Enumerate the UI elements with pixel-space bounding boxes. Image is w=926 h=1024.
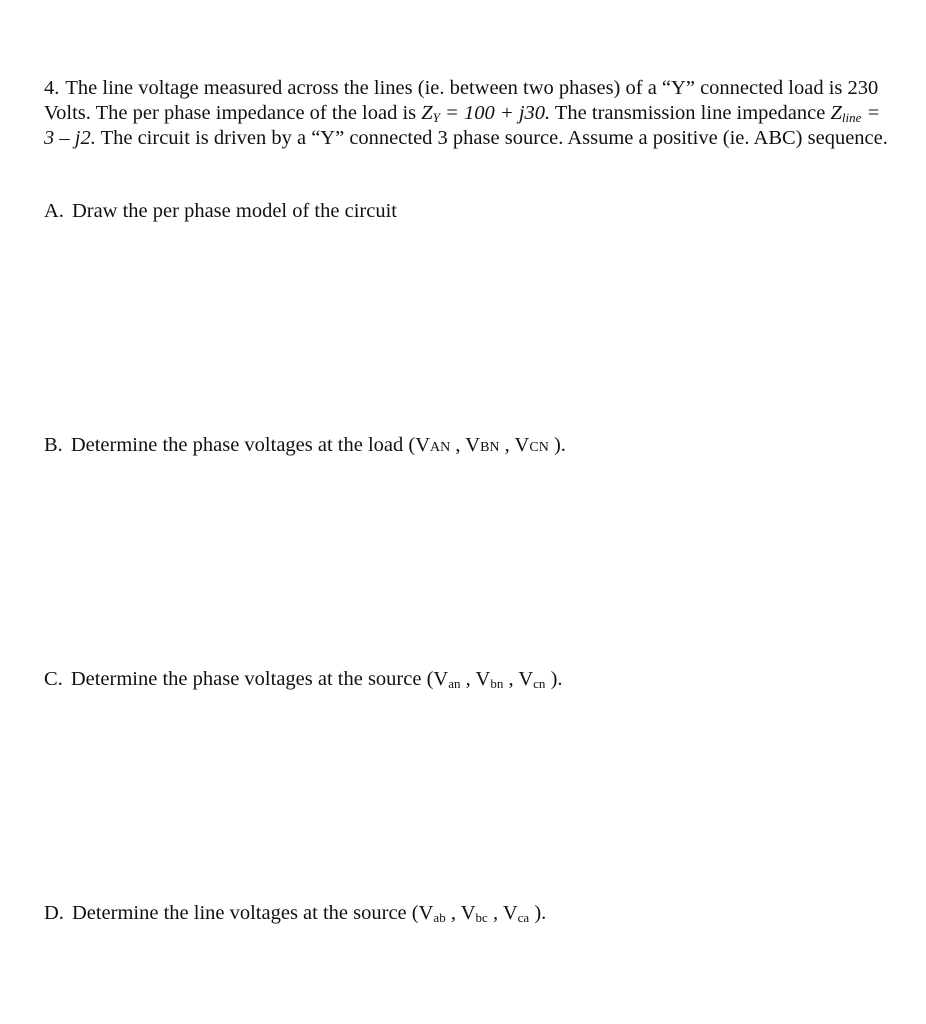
zline-symbol: $Z_{line}$ — [830, 102, 862, 125]
problem-statement — [44, 76, 894, 151]
question-d-text: Determine the line voltages at the source ( — [71, 902, 419, 924]
question-a-text: Draw the per phase model of the circuit — [71, 200, 397, 222]
v-ab-source: $V_{ab}$ — [418, 902, 446, 925]
question-a — [44, 199, 397, 224]
zy-symbol: $Z_Y$ — [421, 102, 440, 125]
zy-value: = 100 + j30. — [439, 102, 551, 124]
v-ca-source: $V_{ca}$ — [502, 902, 530, 925]
question-c-text: Determine the phase voltages at the source ( — [70, 668, 434, 690]
question-a-letter: A. — [44, 200, 64, 222]
question-b: B. Determine the phase voltages at the load (VAN , VBN , VCN ). — [44, 434, 566, 456]
zline-value: = 3 – j2. — [44, 102, 881, 149]
question-c: C. Determine the phase voltages at the source ($V_{an}$ , $V_{bn}$ , $V_{cn}$ ). — [44, 668, 563, 691]
v-bn-load: VBN — [465, 434, 500, 456]
problem-text-3: The circuit is driven by a “Y” connected 3 phase source. Assume a positive (ie. ABC) sequence. — [95, 127, 888, 149]
question-b-text: Determine the phase voltages at the load ( — [70, 434, 416, 456]
problem-text-2: The transmission line impedance — [550, 102, 831, 124]
v-cn-source: $V_{cn}$ — [518, 668, 546, 691]
zline-subscript: line — [841, 110, 862, 125]
v-cn-load: VCN — [514, 434, 549, 456]
question-c-letter: C. — [44, 668, 63, 690]
v-bc-source: $V_{bc}$ — [460, 902, 488, 925]
v-an-load: VAN — [415, 434, 451, 456]
problem-number: 4. — [44, 77, 60, 99]
problem-paragraph — [44, 76, 894, 151]
v-bn-source: $V_{bn}$ — [475, 668, 504, 691]
question-d: D. Determine the line voltages at the source ($V_{ab}$ , $V_{bc}$ , $V_{ca}$ ). — [44, 902, 547, 925]
v-an-source: $V_{an}$ — [433, 668, 461, 691]
problem-text-1: The line voltage measured across the lines (ie. between two phases) of a “Y” connected load is 230 Volts. The per phase impedance of the load is — [44, 77, 879, 124]
question-d-letter: D. — [44, 902, 64, 924]
question-b-letter: B. — [44, 434, 63, 456]
zy-subscript: Y — [432, 110, 440, 125]
